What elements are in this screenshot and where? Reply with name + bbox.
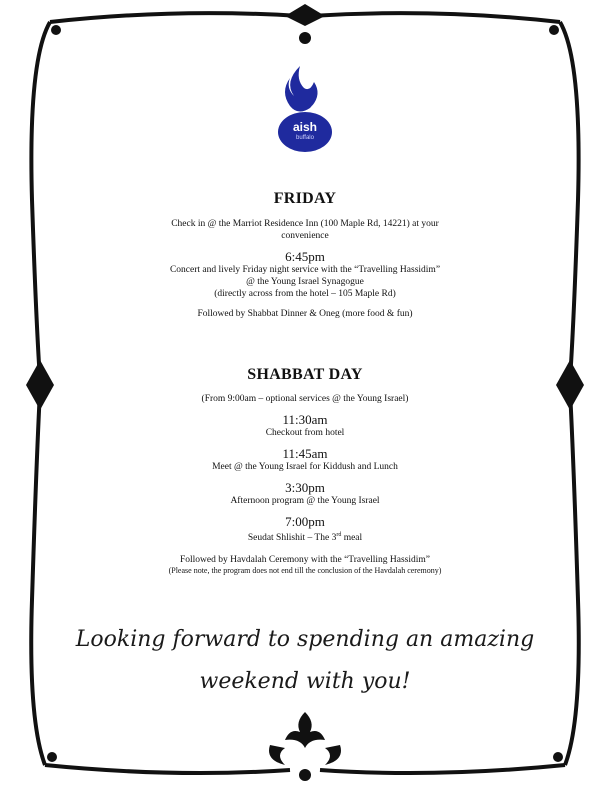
event-time: 3:30pm: [285, 480, 325, 495]
shabbat-heading: SHABBAT DAY: [247, 366, 363, 383]
closing-line2: weekend with you!: [199, 669, 411, 694]
friday-time: 6:45pm: [285, 249, 325, 264]
event-desc: Meet @ the Young Israel for Kiddush and Lunch: [212, 462, 398, 472]
event-time: 11:30am: [282, 412, 328, 427]
havdalah-line: Followed by Havdalah Ceremony with the “Travelling Hassidim”: [179, 555, 431, 566]
logo-subtext: buffalo: [296, 135, 314, 141]
event-desc-text: Seudat Shlishit – The 3: [247, 533, 337, 544]
checkin-line2: convenience: [281, 231, 329, 241]
event-desc: [60, 529, 550, 544]
event-desc: Afternoon program @ the Young Israel: [230, 496, 380, 506]
checkin-line1: Check in @ the Marriot Residence Inn (100 Maple Rd, 14221) at your: [171, 219, 439, 229]
event-desc-suffix: meal: [341, 533, 363, 544]
event-time: 7:00pm: [285, 514, 325, 529]
friday-followed: Followed by Shabbat Dinner & Oneg (more food & fun): [197, 309, 413, 319]
logo-text: aish: [292, 120, 317, 134]
services-note: (From 9:00am – optional services @ the Young Israel): [201, 394, 409, 404]
aish-logo: [276, 62, 334, 154]
closing-line1: Looking forward to spending an amazing: [75, 627, 535, 652]
program-note: (Please note, the program does not end till the conclusion of the Havdalah ceremony): [168, 566, 442, 576]
event-desc: Checkout from hotel: [265, 428, 345, 438]
service-line3: (directly across from the hotel – 105 Maple Rd): [214, 289, 396, 299]
service-line1: Concert and lively Friday night service with the “Travelling Hassidim”: [169, 265, 441, 275]
service-line2: @ the Young Israel Synagogue: [246, 277, 364, 287]
friday-section: [60, 190, 550, 320]
event-time: 11:45am: [282, 446, 328, 461]
shabbat-section: [60, 366, 550, 576]
friday-heading: FRIDAY: [273, 190, 337, 207]
event-desc-superscript: rd: [336, 532, 342, 538]
